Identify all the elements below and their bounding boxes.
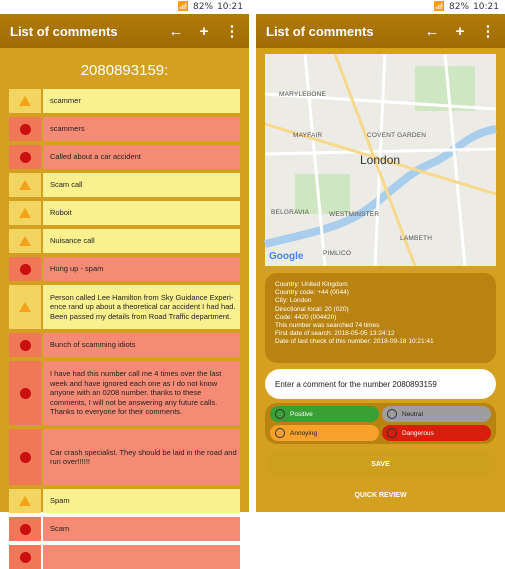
triangle-shape <box>19 236 31 246</box>
comment-list <box>0 89 249 569</box>
add-icon[interactable]: + <box>455 22 465 40</box>
comment-text: Bunch of scamming idiots <box>43 333 240 357</box>
comment-row[interactable] <box>9 257 240 281</box>
right-screen <box>256 0 505 512</box>
battery-level: 82% <box>193 2 214 12</box>
comment-text: Scam <box>43 517 240 541</box>
back-arrow-icon[interactable]: ← <box>424 22 440 40</box>
comment-row[interactable] <box>9 333 240 357</box>
comment-row[interactable] <box>9 285 240 329</box>
danger-dot-icon <box>9 545 41 569</box>
danger-dot-icon <box>9 429 41 485</box>
comment-row[interactable] <box>9 201 240 225</box>
clock: 10:21 <box>217 2 243 12</box>
info-line: Country code: +44 (0044) <box>275 289 349 297</box>
comment-row[interactable] <box>9 429 240 485</box>
more-options-icon[interactable]: ⋮ <box>480 23 496 40</box>
rating-label: Neutral <box>402 410 423 418</box>
dot-shape <box>20 340 31 351</box>
comment-text: scammers <box>43 117 240 141</box>
radio-icon <box>387 428 397 438</box>
app-bar <box>256 14 505 48</box>
info-line: Country: United Kingdom <box>275 281 348 288</box>
status-bar <box>0 0 249 14</box>
comment-row[interactable] <box>9 545 240 569</box>
info-line: Date of last check of this number: 2018-09-18 10:21:41 <box>275 338 434 346</box>
signal-icon: 📶 <box>177 2 190 12</box>
rating-label: Dangerous <box>402 429 434 437</box>
comment-text: Person called Lee Hamilton from Sky Guidance Experi-ence rand up about a theoretical car accident I had had. Been passed my details from Road Traffic department. <box>43 285 240 329</box>
rating-dangerous[interactable] <box>382 425 491 441</box>
comment-text: Scam call <box>43 173 240 197</box>
google-logo: Google <box>269 251 304 262</box>
map-label: PIMLICO <box>323 250 352 257</box>
triangle-shape <box>19 180 31 190</box>
warning-triangle-icon <box>9 173 41 197</box>
triangle-shape <box>19 96 31 106</box>
comment-row[interactable] <box>9 229 240 253</box>
rating-label: Annoying <box>290 429 318 437</box>
comment-text: Called about a car accident <box>43 145 240 169</box>
app-title: List of comments <box>266 23 374 39</box>
save-button[interactable]: SAVE <box>265 450 496 478</box>
app-bar <box>0 14 249 48</box>
comment-text: I have had this number call me 4 times over the last week and have ignored each one as I do not know anyone with an 0208 number. thanks to these comments, I will not be answering any future calls. Thanks to everyone for their comments. <box>43 361 240 425</box>
location-map[interactable] <box>265 54 496 266</box>
info-line: Code: 4420 (004420) <box>275 313 337 321</box>
warning-triangle-icon <box>9 489 41 513</box>
map-label: COVENT GARDEN <box>367 132 427 139</box>
info-line: First date of search: 2018-05-05 13:24:12 <box>275 330 395 338</box>
comment-row[interactable] <box>9 361 240 425</box>
left-screen <box>0 0 249 534</box>
status-bar <box>256 0 505 14</box>
comment-text <box>43 545 240 569</box>
rating-neutral[interactable] <box>382 406 491 422</box>
rating-label: Positive <box>290 410 313 418</box>
dot-shape <box>20 552 31 563</box>
dot-shape <box>20 264 31 275</box>
comment-text: Spam <box>43 489 240 513</box>
dot-shape <box>20 124 31 135</box>
comment-text: Hung up - spam <box>43 257 240 281</box>
map-label: MARYLEBONE <box>279 91 327 98</box>
radio-icon <box>275 428 285 438</box>
comment-input[interactable]: Enter a comment for the number 2080893159 <box>265 369 496 399</box>
comment-row[interactable] <box>9 489 240 513</box>
map-label: MAYFAIR <box>293 132 323 139</box>
map-label: BELGRAVIA <box>271 209 310 216</box>
quick-review-button[interactable]: QUICK REVIEW <box>354 492 407 499</box>
comment-text: scammer <box>43 89 240 113</box>
rating-positive[interactable] <box>270 406 379 422</box>
danger-dot-icon <box>9 145 41 169</box>
info-line: This number was searched 74 times <box>275 322 380 330</box>
add-icon[interactable]: + <box>199 22 209 40</box>
info-line: City: London <box>275 297 312 305</box>
comment-row[interactable] <box>9 145 240 169</box>
warning-triangle-icon <box>9 201 41 225</box>
battery-level: 82% <box>449 2 470 12</box>
info-line: Directional local: 20 (020) <box>275 305 349 313</box>
danger-dot-icon <box>9 517 41 541</box>
comment-row[interactable] <box>9 89 240 113</box>
warning-triangle-icon <box>9 89 41 113</box>
park-area <box>295 174 350 214</box>
radio-icon <box>387 409 397 419</box>
map-label: WESTMINSTER <box>329 211 380 218</box>
rating-options <box>265 403 496 444</box>
dot-shape <box>20 388 31 399</box>
comment-row[interactable] <box>9 117 240 141</box>
phone-number-heading: 2080893159: <box>80 62 169 79</box>
triangle-shape <box>19 496 31 506</box>
number-info-panel <box>265 273 496 363</box>
comment-row[interactable] <box>9 517 240 541</box>
triangle-shape <box>19 208 31 218</box>
warning-triangle-icon <box>9 285 41 329</box>
triangle-shape <box>19 302 31 312</box>
comment-text: Nuisance call <box>43 229 240 253</box>
app-title: List of comments <box>10 23 118 39</box>
dot-shape <box>20 152 31 163</box>
danger-dot-icon <box>9 361 41 425</box>
more-options-icon[interactable]: ⋮ <box>224 23 240 40</box>
radio-icon <box>275 409 285 419</box>
comment-text: Roboit <box>43 201 240 225</box>
comment-text: Car crash specialist. They should be laid in the road and run over!!!!!! <box>43 429 240 485</box>
back-arrow-icon[interactable]: ← <box>168 22 184 40</box>
comment-row[interactable] <box>9 173 240 197</box>
map-city-label: London <box>360 153 401 167</box>
dot-shape <box>20 524 31 535</box>
danger-dot-icon <box>9 333 41 357</box>
danger-dot-icon <box>9 257 41 281</box>
warning-triangle-icon <box>9 229 41 253</box>
signal-icon: 📶 <box>433 2 446 12</box>
rating-annoying[interactable] <box>270 425 379 441</box>
map-label: LAMBETH <box>400 235 433 242</box>
danger-dot-icon <box>9 117 41 141</box>
dot-shape <box>20 452 31 463</box>
clock: 10:21 <box>473 2 499 12</box>
